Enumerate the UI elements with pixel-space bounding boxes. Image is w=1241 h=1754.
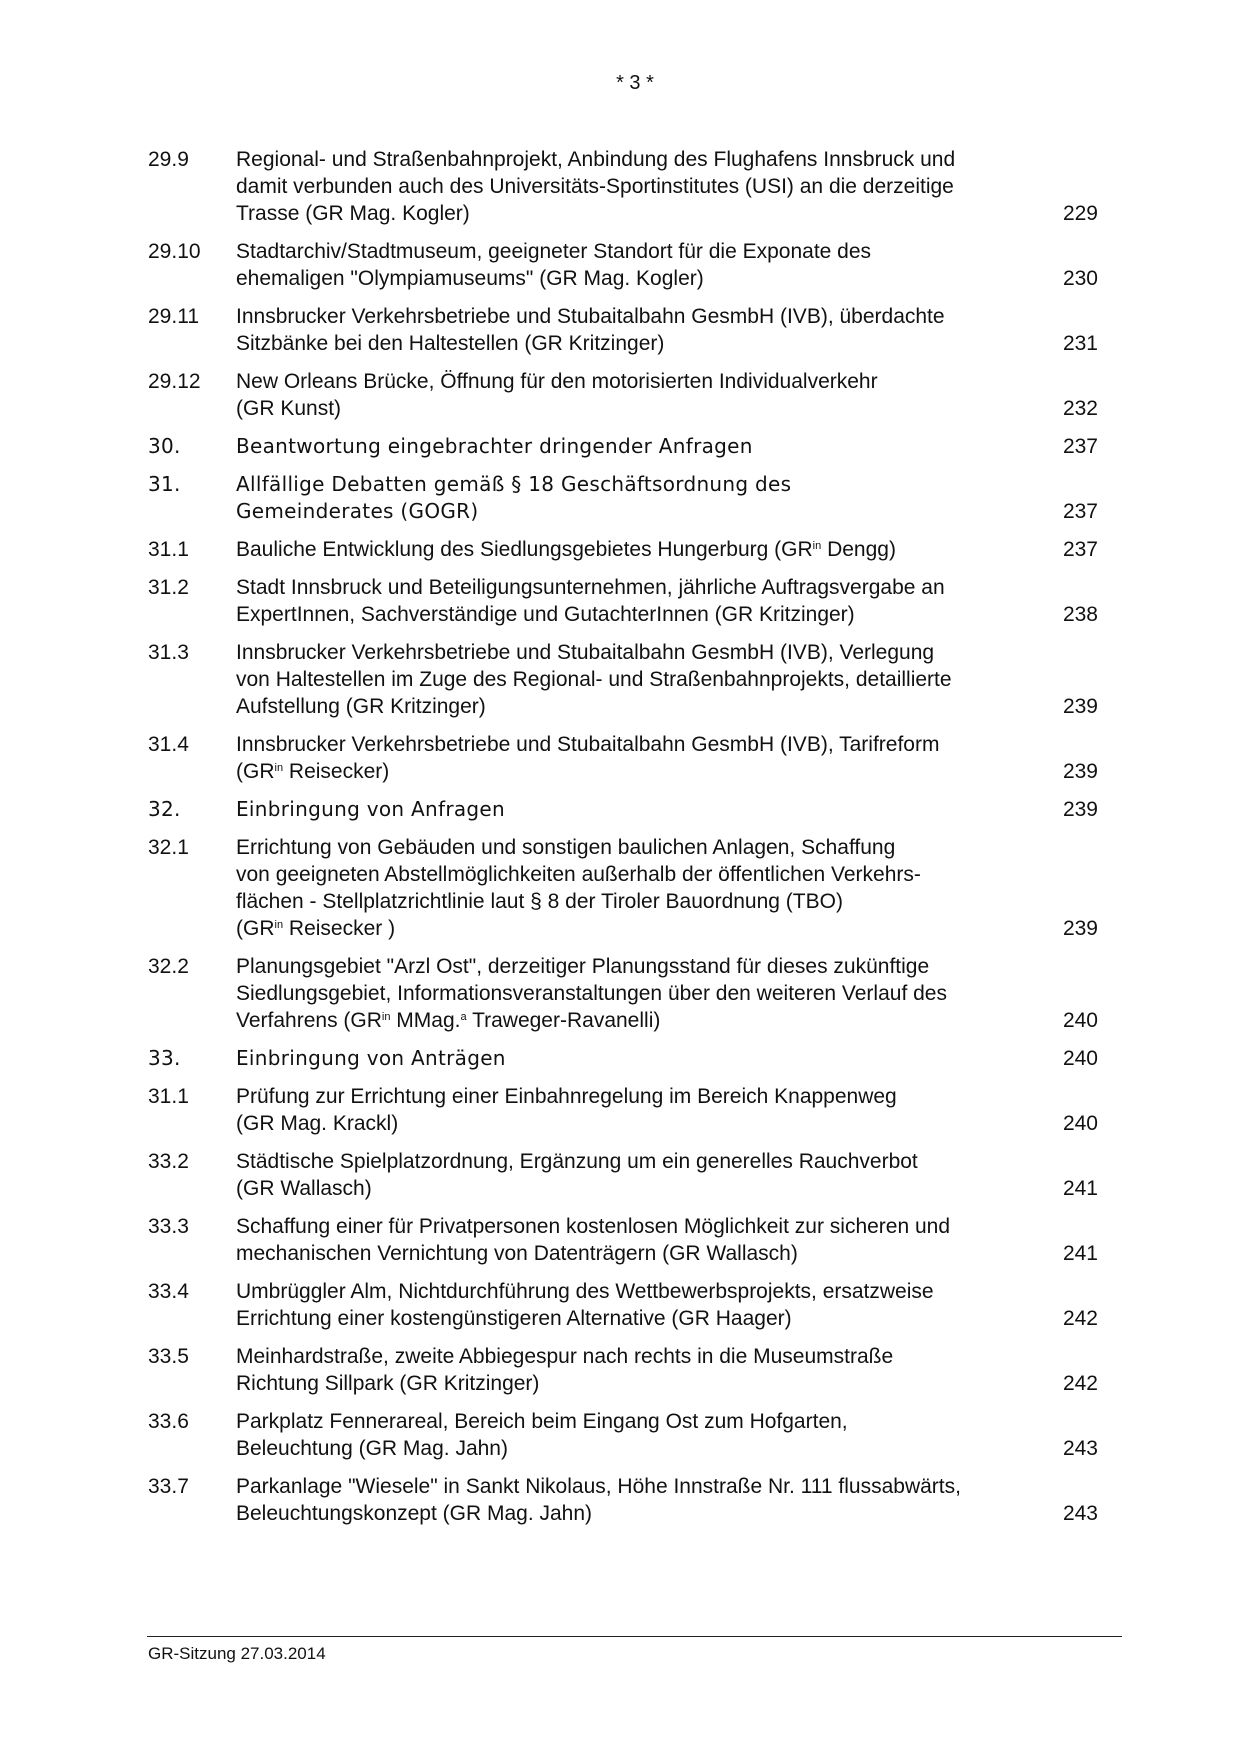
entry-page-number: 240	[1062, 1009, 1098, 1032]
entry-title-line: Innsbrucker Verkehrsbetriebe und Stubaitalbahn GesmbH (IVB), Tarifreform	[236, 733, 940, 756]
entry-number: 29.10	[148, 240, 201, 263]
entry-page-number: 242	[1062, 1307, 1098, 1330]
toc-entry	[148, 238, 1098, 292]
entry-number: 31.1	[148, 538, 189, 561]
entry-title-line: Beleuchtungskonzept (GR Mag. Jahn)	[236, 1502, 593, 1525]
superscript: a	[460, 1011, 467, 1023]
entry-title-line: Prüfung zur Errichtung einer Einbahnregelung im Bereich Knappenweg	[236, 1085, 897, 1108]
entry-title-line: Beantwortung eingebrachter dringender Anfragen	[236, 434, 753, 458]
entry-title	[236, 303, 1058, 357]
entry-title	[236, 471, 1058, 525]
entry-number: 31.1	[148, 1085, 189, 1108]
entry-title-line: (GR Mag. Krackl)	[236, 1112, 399, 1135]
entry-page-number: 243	[1062, 1437, 1098, 1460]
entry-number: 31.	[148, 472, 181, 496]
entry-title-line: Einbringung von Anfragen	[236, 797, 505, 821]
toc-section-heading	[148, 471, 1098, 525]
entry-title-line: Stadt Innsbruck und Beteiligungsunternehmen, jährliche Auftragsvergabe an	[236, 576, 945, 599]
entry-page-number: 229	[1062, 202, 1098, 225]
entry-title	[236, 1343, 1058, 1397]
entry-page-number: 240	[1062, 1112, 1098, 1135]
entry-title-line: Innsbrucker Verkehrsbetriebe und Stubaitalbahn GesmbH (IVB), Verlegung	[236, 641, 935, 664]
entry-title	[236, 639, 1058, 720]
entry-title	[236, 1278, 1058, 1332]
entry-title-line: Gemeinderates (GOGR)	[236, 499, 479, 523]
entry-number: 31.4	[148, 733, 189, 756]
entry-number: 32.	[148, 797, 181, 821]
entry-number: 30.	[148, 434, 181, 458]
toc-section-heading	[148, 796, 1098, 823]
entry-title-line: New Orleans Brücke, Öffnung für den motorisierten Individualverkehr	[236, 370, 878, 393]
entry-number: 29.12	[148, 370, 201, 393]
entry-number: 31.3	[148, 641, 189, 664]
entry-title	[236, 146, 1058, 227]
toc-entry	[148, 146, 1098, 227]
entry-title-line: von Haltestellen im Zuge des Regional- und Straßenbahnprojekts, detaillierte	[236, 668, 952, 691]
entry-title-line: ehemaligen "Olympiamuseums" (GR Mag. Kogler)	[236, 267, 704, 290]
entry-title	[236, 953, 1058, 1034]
entry-title	[236, 1148, 1058, 1202]
entry-title-line: Trasse (GR Mag. Kogler)	[236, 202, 470, 225]
toc-entry	[148, 731, 1098, 785]
entry-title-line: Meinhardstraße, zweite Abbiegespur nach rechts in die Museumstraße	[236, 1345, 894, 1368]
toc-entry	[148, 1083, 1098, 1137]
page-number: * 3 *	[616, 72, 654, 94]
toc-entry	[148, 536, 1098, 563]
toc-entry	[148, 953, 1098, 1034]
entry-title-line: Innsbrucker Verkehrsbetriebe und Stubaitalbahn GesmbH (IVB), überdachte	[236, 305, 945, 328]
entry-page-number: 241	[1062, 1177, 1098, 1200]
toc-entry	[148, 368, 1098, 422]
entry-title-line: (GR Kunst)	[236, 397, 342, 420]
entry-title-line: Siedlungsgebiet, Informationsveranstaltungen über den weiteren Verlauf des	[236, 982, 947, 1005]
toc-entry	[148, 1473, 1098, 1527]
entry-title-line: Sitzbänke bei den Haltestellen (GR Kritzinger)	[236, 332, 665, 355]
entry-number: 32.2	[148, 955, 189, 978]
toc-entry	[148, 1278, 1098, 1332]
entry-number: 33.2	[148, 1150, 189, 1173]
entry-title-line: von geeigneten Abstellmöglichkeiten außerhalb der öffentlichen Verkehrs-	[236, 863, 921, 886]
entry-title-line: Parkplatz Fennerareal, Bereich beim Eingang Ost zum Hofgarten,	[236, 1410, 848, 1433]
entry-page-number: 239	[1062, 695, 1098, 718]
entry-title-line: Parkanlage "Wiesele" in Sankt Nikolaus, Höhe Innstraße Nr. 111 flussabwärts,	[236, 1475, 961, 1498]
entry-number: 33.3	[148, 1215, 189, 1238]
entry-title	[236, 834, 1058, 942]
toc-entry	[148, 834, 1098, 942]
entry-page-number: 239	[1062, 798, 1098, 821]
entry-title	[236, 238, 1058, 292]
toc-entry	[148, 1213, 1098, 1267]
entry-title-line: Bauliche Entwicklung des Siedlungsgebietes Hungerburg ($GR^{in}$ Dengg)	[236, 538, 896, 561]
toc-entry	[148, 1408, 1098, 1462]
entry-title	[236, 1473, 1058, 1527]
entry-title	[236, 1083, 1058, 1137]
entry-title	[236, 368, 1058, 422]
entry-title-line: Schaffung einer für Privatpersonen kostenlosen Möglichkeit zur sicheren und	[236, 1215, 951, 1238]
entry-title-line: mechanischen Vernichtung von Datenträgern (GR Wallasch)	[236, 1242, 798, 1265]
entry-title	[236, 536, 1058, 563]
toc-section-heading	[148, 433, 1098, 460]
entry-number: 33.	[148, 1046, 181, 1070]
entry-title-line: ($GR^{in}$ Reisecker )	[236, 917, 396, 940]
entry-title-line: Städtische Spielplatzordnung, Ergänzung um ein generelles Rauchverbot	[236, 1150, 918, 1173]
table-of-contents	[148, 146, 1098, 1538]
entry-page-number: 243	[1062, 1502, 1098, 1525]
entry-number: 33.5	[148, 1345, 189, 1368]
entry-number: 33.6	[148, 1410, 189, 1433]
entry-title-line: damit verbunden auch des Universitäts-Sportinstitutes (USI) an die derzeitige	[236, 175, 954, 198]
toc-entry	[148, 1148, 1098, 1202]
entry-number: 29.11	[148, 305, 199, 328]
entry-page-number: 232	[1062, 397, 1098, 420]
toc-entry	[148, 639, 1098, 720]
entry-title	[236, 1408, 1058, 1462]
superscript: in	[381, 1011, 391, 1023]
entry-number: 33.7	[148, 1475, 189, 1498]
entry-title-line: Errichtung einer kostengünstigeren Alternative (GR Haager)	[236, 1307, 792, 1330]
entry-title-line: ($GR^{in}$ Reisecker)	[236, 760, 390, 783]
toc-entry	[148, 1343, 1098, 1397]
superscript: in	[812, 540, 822, 552]
superscript: in	[274, 919, 284, 931]
entry-page-number: 237	[1062, 435, 1098, 458]
entry-title-line: Allfällige Debatten gemäß § 18 Geschäftsordnung des	[236, 472, 792, 496]
entry-title-line: Errichtung von Gebäuden und sonstigen baulichen Anlagen, Schaffung	[236, 836, 896, 859]
entry-number: 31.2	[148, 576, 189, 599]
footer-divider	[147, 1636, 1122, 1637]
toc-entry	[148, 574, 1098, 628]
entry-title	[236, 731, 1058, 785]
entry-title-line: Umbrüggler Alm, Nichtdurchführung des Wettbewerbsprojekts, ersatzweise	[236, 1280, 934, 1303]
entry-page-number: 230	[1062, 267, 1098, 290]
superscript: in	[274, 762, 284, 774]
entry-title-line: Stadtarchiv/Stadtmuseum, geeigneter Standort für die Exponate des	[236, 240, 872, 263]
toc-section-heading	[148, 1045, 1098, 1072]
entry-title-line: (GR Wallasch)	[236, 1177, 372, 1200]
entry-title-line: Richtung Sillpark (GR Kritzinger)	[236, 1372, 540, 1395]
entry-title-line: Planungsgebiet "Arzl Ost", derzeitiger Planungsstand für dieses zukünftige	[236, 955, 930, 978]
toc-entry	[148, 303, 1098, 357]
entry-number: 33.4	[148, 1280, 189, 1303]
entry-page-number: 237	[1062, 538, 1098, 561]
entry-page-number: 241	[1062, 1242, 1098, 1265]
footer-session-date: GR-Sitzung 27.03.2014	[148, 1644, 326, 1663]
entry-page-number: 240	[1062, 1047, 1098, 1070]
entry-title-line: ExpertInnen, Sachverständige und GutachterInnen (GR Kritzinger)	[236, 603, 855, 626]
entry-page-number: 239	[1062, 760, 1098, 783]
entry-page-number: 237	[1062, 500, 1098, 523]
entry-title-line: Regional- und Straßenbahnprojekt, Anbindung des Flughafens Innsbruck und	[236, 148, 956, 171]
entry-title	[236, 1045, 1058, 1072]
entry-title	[236, 574, 1058, 628]
entry-page-number: 231	[1062, 332, 1098, 355]
entry-title-line: Verfahrens ($GR^{in}$ MMag.$^a$ Traweger-Ravanelli)	[236, 1009, 661, 1032]
entry-page-number: 242	[1062, 1372, 1098, 1395]
entry-number: 29.9	[148, 148, 189, 171]
entry-title-line: flächen - Stellplatzrichtlinie laut § 8 der Tiroler Bauordnung (TBO)	[236, 890, 843, 913]
entry-page-number: 239	[1062, 917, 1098, 940]
entry-title	[236, 796, 1058, 823]
entry-title	[236, 1213, 1058, 1267]
entry-page-number: 238	[1062, 603, 1098, 626]
entry-title-line: Einbringung von Anträgen	[236, 1046, 506, 1070]
entry-title	[236, 433, 1058, 460]
entry-number: 32.1	[148, 836, 189, 859]
entry-title-line: Beleuchtung (GR Mag. Jahn)	[236, 1437, 508, 1460]
entry-title-line: Aufstellung (GR Kritzinger)	[236, 695, 486, 718]
